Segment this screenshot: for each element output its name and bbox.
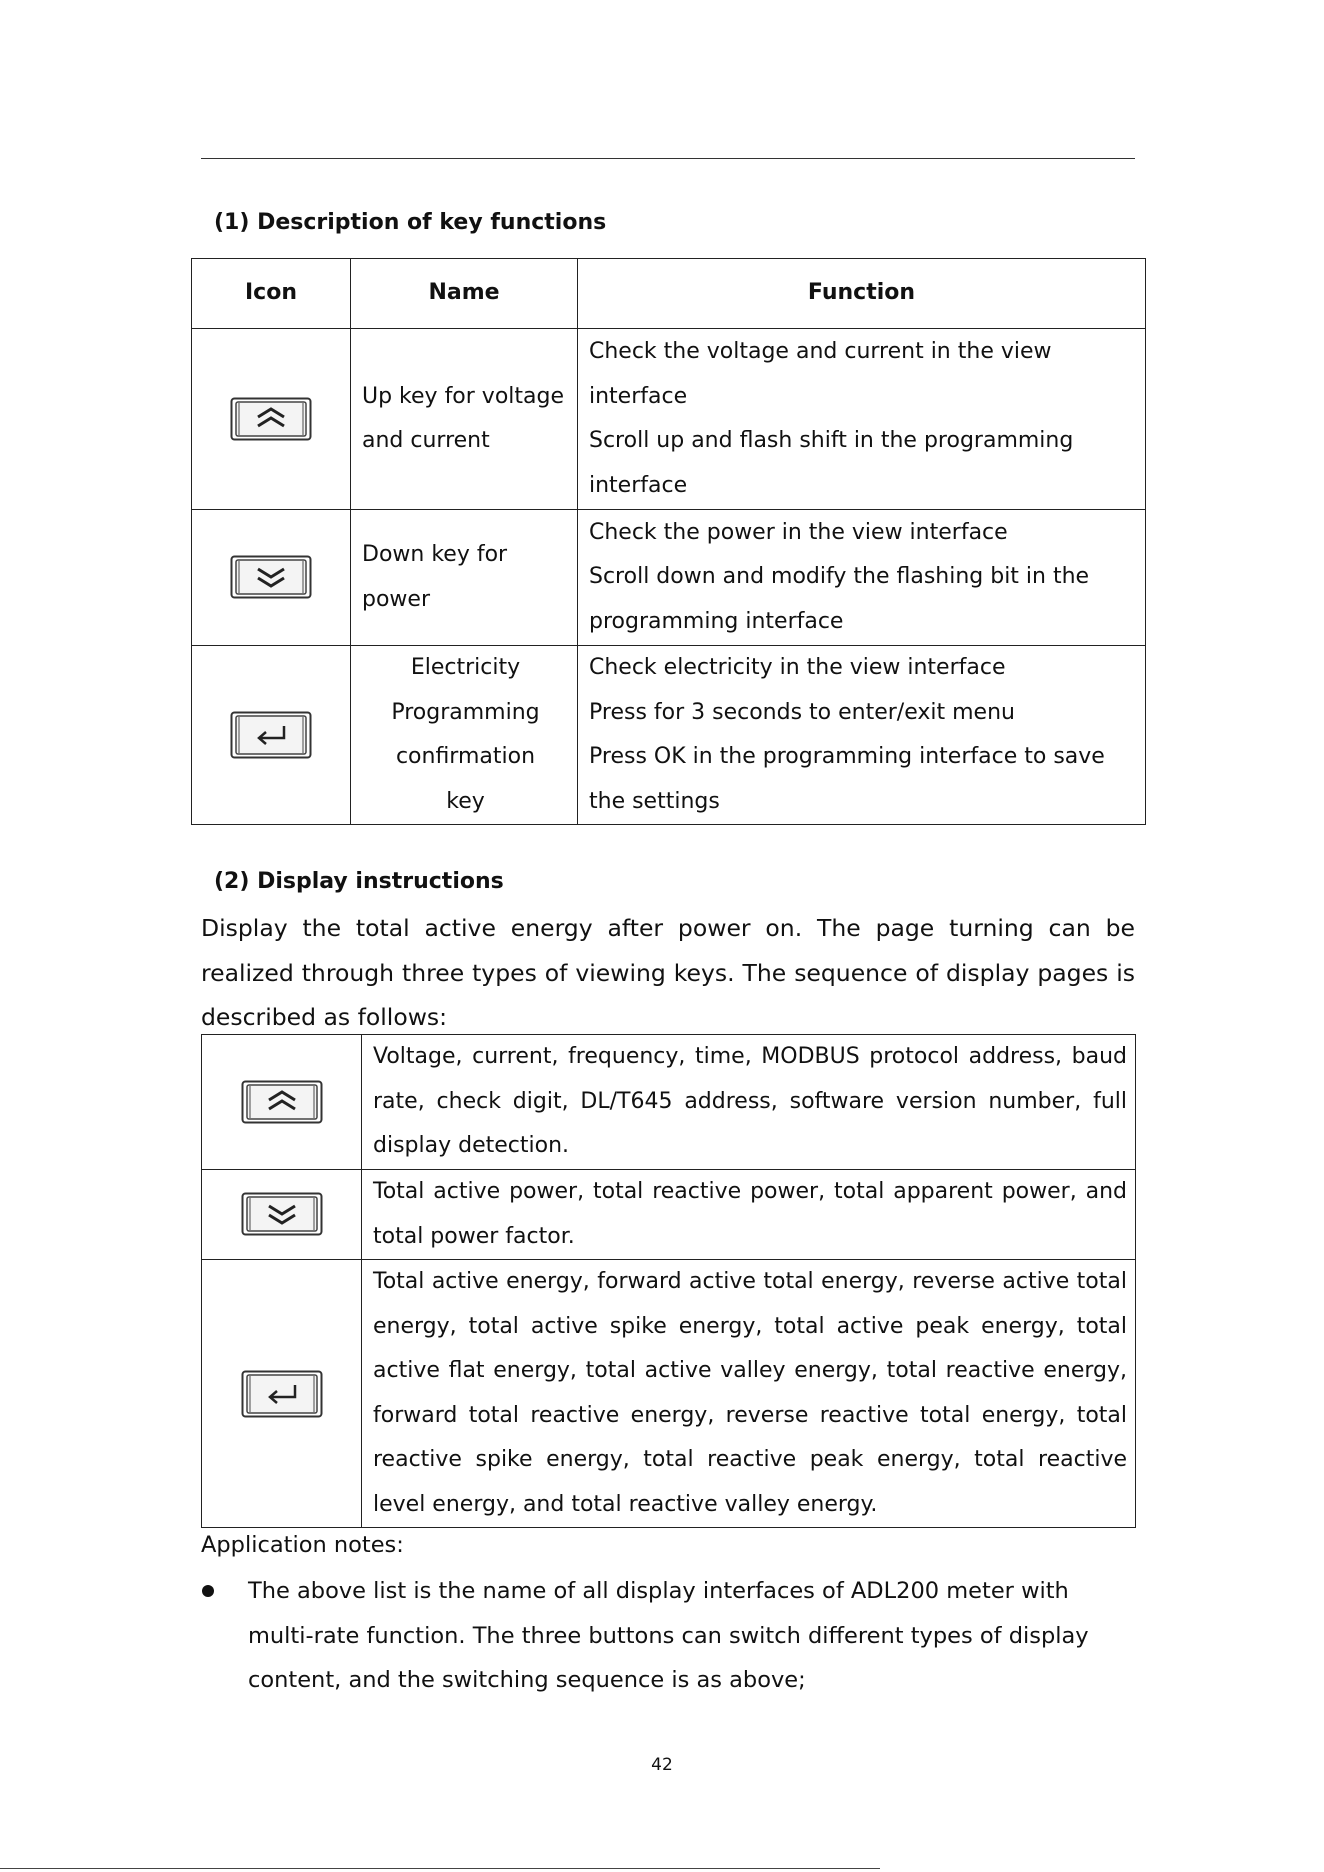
display-content-cell: Total active energy, forward active total energy, reverse active total energy, total active spike energy, total active peak energy, total active flat energy, total active valley energy, total reactive energy, forward total reactive energy, reverse reactive total energy, total reactive spike energy, total reactive peak energy, total reactive level energy, and total reactive valley energy. — [362, 1260, 1136, 1528]
header-rule — [201, 158, 1135, 159]
key-name-cell: Up key for voltage and current — [351, 329, 578, 510]
display-content-cell: Total active power, total reactive power, total apparent power, and total power factor. — [362, 1170, 1136, 1260]
icon-cell — [202, 1260, 362, 1528]
section-2-heading: (2) Display instructions — [214, 869, 504, 894]
application-notes-list — [201, 1569, 1135, 1703]
table-row — [192, 646, 1146, 825]
down-double-chevron-key-icon — [241, 1192, 323, 1236]
key-function-cell: Check the voltage and current in the view interface Scroll up and flash shift in the programming interface — [578, 329, 1146, 510]
table-row — [192, 329, 1146, 510]
table-row — [202, 1035, 1136, 1170]
column-header-function: Function — [578, 259, 1146, 329]
key-name-cell: Electricity Programming confirmation key — [351, 646, 578, 825]
key-function-cell: Check electricity in the view interface Press for 3 seconds to enter/exit menu Press OK in the programming interface to save the settings — [578, 646, 1146, 825]
display-intro-paragraph: Display the total active energy after power on. The page turning can be realized through three types of viewing keys. The sequence of display pages is described as follows: — [201, 914, 1135, 1031]
table-row — [202, 1170, 1136, 1260]
bullet-icon — [202, 1585, 214, 1597]
table-row — [202, 1260, 1136, 1528]
page-number: 42 — [651, 1755, 673, 1775]
column-header-icon: Icon — [192, 259, 351, 329]
section-1-heading: (1) Description of key functions — [214, 210, 607, 235]
enter-return-key-icon — [241, 1370, 323, 1418]
up-double-chevron-key-icon — [241, 1080, 323, 1124]
key-function-cell: Check the power in the view interface Scroll down and modify the flashing bit in the programming interface — [578, 510, 1146, 646]
up-double-chevron-key-icon — [230, 397, 312, 441]
display-pages-table — [201, 1034, 1136, 1528]
application-notes-title: Application notes: — [201, 1532, 404, 1558]
table-row — [192, 510, 1146, 646]
display-content-cell: Voltage, current, frequency, time, MODBUS protocol address, baud rate, check digit, DL/T645 address, software version number, full display detection. — [362, 1035, 1136, 1170]
key-name-cell: Down key for power — [351, 510, 578, 646]
icon-cell — [192, 510, 351, 646]
key-functions-table — [191, 258, 1146, 825]
icon-cell — [202, 1170, 362, 1260]
icon-cell — [192, 329, 351, 510]
column-header-name: Name — [351, 259, 578, 329]
icon-cell — [202, 1035, 362, 1170]
table-header-row — [192, 259, 1146, 329]
icon-cell — [192, 646, 351, 825]
footer-rule — [0, 1868, 880, 1869]
down-double-chevron-key-icon — [230, 555, 312, 599]
enter-return-key-icon — [230, 711, 312, 759]
list-item: The above list is the name of all display interfaces of ADL200 meter with multi-rate function. The three buttons can switch different types of display content, and the switching sequence is as above; — [201, 1569, 1135, 1703]
